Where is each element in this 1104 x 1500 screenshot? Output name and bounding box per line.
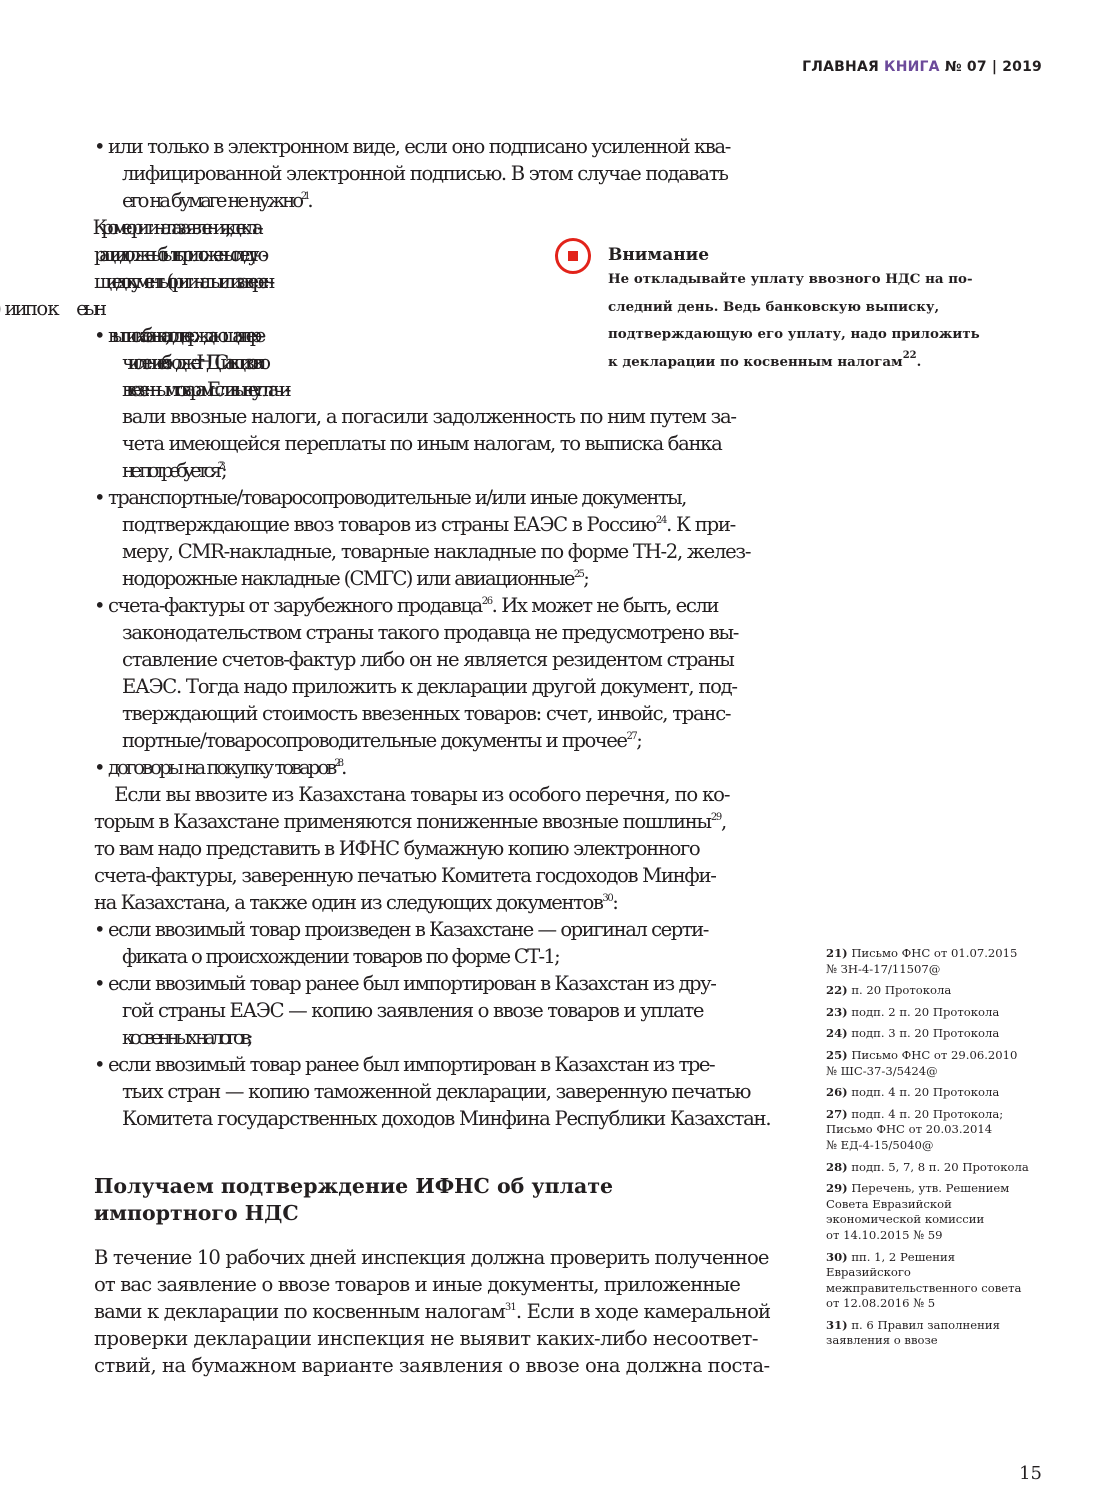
footnote-number: 30) — [826, 1249, 848, 1264]
text-line — [80, 592, 770, 619]
bullet-icon: • — [94, 135, 105, 158]
footnote — [826, 1160, 1066, 1176]
line-text-end: . — [307, 189, 311, 212]
footnote-text: Письмо ФНС от 29.06.2010 — [851, 1047, 1018, 1062]
text-line — [608, 266, 980, 294]
line-text: торым в Казахстане применяются пониженные ввозные пошлины — [94, 810, 711, 833]
footnote — [826, 1048, 1066, 1079]
text-line — [94, 727, 770, 754]
text-line — [94, 1298, 770, 1325]
footnote-text: заявления о ввозе — [826, 1333, 938, 1348]
footnote-text: подп. 4 п. 20 Протокола — [851, 1085, 1000, 1100]
footnote-line — [826, 1026, 1066, 1042]
footnote-text: пп. 1, 2 Решения — [851, 1249, 956, 1264]
line-text-end: . Их может не быть, если — [491, 594, 719, 617]
text-line — [80, 133, 770, 160]
line-text: ввезенным товарам. Если вы не уплачи- — [122, 378, 285, 401]
footnote-line — [826, 1318, 1066, 1334]
line-text: фиката о происхождении товаров по форме СТ-1; — [122, 945, 560, 968]
footnote-line — [826, 1064, 1066, 1080]
line-text: подтверждающую его уплату, надо приложить — [608, 326, 980, 342]
header-title: ГЛАВНАЯ — [802, 59, 879, 75]
footnote-ref: 22 — [902, 349, 917, 361]
bullet-icon: • — [94, 324, 99, 347]
text-line — [94, 160, 770, 187]
line-text: или только в электронном виде, если оно подписано усиленной ква- — [108, 135, 730, 158]
text-line — [94, 862, 770, 889]
footnotes — [826, 946, 1066, 1355]
section-heading-line: Получаем подтверждение ИФНС об уплате — [94, 1174, 614, 1198]
line-text: щие документы (оригиналы или заверен- — [94, 270, 269, 293]
section-heading — [94, 1173, 613, 1227]
footnote-number: 23) — [826, 1004, 848, 1019]
line-text: то вам надо представить в ИФНС бумажную копию электронного — [94, 837, 700, 860]
line-text-end: ; — [636, 729, 642, 752]
footnote — [826, 1181, 1066, 1243]
text-line — [94, 1271, 770, 1298]
magazine-header — [802, 59, 1042, 75]
footnote-text: Перечень, утв. Решением — [851, 1181, 1010, 1196]
footnote-text: от 14.10.2015 № 59 — [826, 1227, 943, 1242]
line-text-end: ; — [583, 567, 589, 590]
line-text: Если вы ввозите из Казахстана товары из особого перечня, по ко- — [94, 783, 730, 806]
line-text: вали ввозные налоги, а погасили задолженность по ним путем за- — [122, 405, 736, 428]
footnote-text: экономической комиссии — [826, 1212, 985, 1227]
line-text: проверки декларации инспекция не выявит каких-либо несоответ- — [94, 1327, 758, 1350]
line-text: рации должны быть приложены следую- — [94, 243, 262, 266]
footnote — [826, 1005, 1066, 1021]
text-line — [80, 970, 770, 997]
text-line — [94, 646, 770, 673]
footnote-line — [826, 1197, 1066, 1213]
line-text: его на бумаге не нужно — [122, 189, 301, 212]
footnote-number: 28) — [826, 1159, 848, 1174]
line-text-end: . — [916, 353, 922, 370]
text-line — [94, 997, 770, 1024]
line-text: ставление счетов-фактур либо он не является резидентом страны — [122, 648, 734, 671]
line-text-end: . К при- — [666, 513, 735, 536]
footnote-text: подп. 2 п. 20 Протокола — [851, 1004, 1000, 1019]
footnote-ref: 27 — [626, 731, 637, 742]
footnote-text: п. 6 Правил заполнения — [851, 1317, 1000, 1332]
line-text: если ввозимый товар ранее был импортирован в Казахстан из дру- — [108, 972, 716, 995]
line-text: В течение 10 рабочих дней инспекция должна проверить полученное — [94, 1246, 769, 1269]
line-text: подтверждающие ввоз товаров из страны ЕАЭС в Россию — [122, 513, 656, 536]
footnote-text: подп. 5, 7, 8 п. 20 Протокола — [851, 1159, 1029, 1174]
header-title-accent: КНИГА — [884, 59, 940, 75]
line-text: счета-фактуры, заверенную печатью Комитета госдоходов Минфи- — [94, 864, 716, 887]
text-line — [94, 943, 770, 970]
text-line — [94, 511, 770, 538]
line-text: ствий, на бумажном варианте заявления о ввозе она должна поста- — [94, 1354, 770, 1377]
footnote-ref: 30 — [602, 893, 613, 904]
footnote-line — [826, 1005, 1066, 1021]
footnote-line — [826, 946, 1066, 962]
footnote-text: № ЕД-4-15/5040@ — [826, 1137, 934, 1152]
footnote-ref: 21 — [300, 191, 308, 202]
footnote-ref: 25 — [573, 569, 584, 580]
footnote-text: от 12.08.2016 № 5 — [826, 1296, 936, 1311]
text-line — [94, 619, 770, 646]
footnote-text: Совета Евразийской — [826, 1196, 952, 1211]
text-line — [94, 403, 770, 430]
line-text: Комитета государственных доходов Минфина Республики Казахстан. — [122, 1107, 771, 1130]
bullet-icon: • — [94, 594, 105, 617]
footnote-line — [826, 1107, 1066, 1123]
footnote-number: 21) — [826, 946, 848, 960]
footnote-ref: 28 — [334, 758, 342, 769]
header-issue: № 07 | 2019 — [944, 59, 1042, 75]
text-line — [94, 1325, 770, 1352]
text-line — [94, 1105, 770, 1132]
text-line — [608, 321, 980, 349]
text-line — [94, 565, 770, 592]
footnote-line — [826, 1160, 1066, 1176]
footnote-text: подп. 4 п. 20 Протокола; — [851, 1106, 1004, 1121]
line-text: лифицированной электронной подписью. В этом случае подавать — [122, 162, 728, 185]
line-text: транспортные/товаросопроводительные и/или иные документы, — [108, 486, 686, 509]
text-line — [608, 294, 980, 322]
line-text: Кроме оригинала заявления, к декла- — [94, 216, 258, 239]
footnote-text: подп. 3 п. 20 Протокола — [851, 1026, 1000, 1041]
footnote-number: 29) — [826, 1181, 848, 1196]
text-line — [94, 1244, 770, 1271]
attention-title: Внимание — [608, 245, 710, 265]
bullet-icon: • — [94, 756, 103, 779]
footnote-text: № ШС-37-3/5424@ — [826, 1063, 938, 1078]
footnote-line — [826, 1333, 1066, 1349]
text-line — [94, 700, 770, 727]
footnote-text: межправительственного совета — [826, 1280, 1022, 1295]
footnote-number: 22) — [826, 983, 848, 998]
line-text: тверждающий стоимость ввезенных товаров: счет, инвойс, транс- — [122, 702, 731, 725]
line-text: косвенных налогов; — [122, 1026, 250, 1049]
line-text-end: , — [720, 810, 726, 833]
text-line — [94, 214, 770, 241]
footnote-ref: 31 — [504, 1302, 516, 1313]
line-text: ЕАЭС. Тогда надо приложить к декларации другой документ, под- — [122, 675, 737, 698]
text-line — [94, 1024, 770, 1051]
footnote — [826, 1318, 1066, 1349]
line-text: счета-фактуры от зарубежного продавца — [108, 594, 482, 617]
footnote — [826, 1026, 1066, 1042]
line-text-end: . — [341, 756, 345, 779]
bullet-icon: • — [94, 918, 105, 941]
page-number: 15 — [1019, 1463, 1042, 1484]
footnote-text: п. 20 Протокола — [851, 983, 952, 998]
text-line — [80, 1051, 770, 1078]
footnote-number: 26) — [826, 1085, 848, 1100]
footnote-line — [826, 1228, 1066, 1244]
text-line — [94, 1078, 770, 1105]
footnote-line — [826, 1138, 1066, 1154]
text-line — [80, 484, 770, 511]
footnote-line — [826, 1048, 1066, 1064]
line-text: меру, CMR-накладные, товарные накладные по форме ТН-2, желез- — [122, 540, 751, 563]
text-line — [94, 781, 770, 808]
footnote-line — [826, 1122, 1066, 1138]
section-heading-line: импортного НДС — [94, 1201, 299, 1225]
section-body — [94, 1244, 770, 1379]
footnote-ref: 23 — [217, 461, 222, 472]
footnote-line — [826, 1281, 1066, 1297]
footnote-number: 25) — [826, 1047, 848, 1062]
footnote-number: 31) — [826, 1317, 848, 1332]
line-text: чета имеющейся переплаты по иным налогам, то выписка банка — [122, 432, 722, 455]
line-text: числение в бюджет НДС и акцизов по — [122, 351, 264, 374]
footnote — [826, 1107, 1066, 1154]
line-text: выписка банка, подтверждающая пере- — [108, 324, 258, 347]
line-text: от вас заявление о ввозе товаров и иные документы, приложенные — [94, 1273, 740, 1296]
bullet-icon: • — [94, 972, 105, 995]
footnote-ref: 29 — [710, 812, 721, 823]
footnote-number: 27) — [826, 1106, 848, 1121]
text-line — [80, 754, 770, 781]
footnote-text: № ЗН-4-17/11507@ — [826, 961, 941, 976]
footnote-ref: 26 — [481, 596, 492, 607]
text-line — [94, 538, 770, 565]
footnote-line — [826, 962, 1066, 978]
line-text: не потребуется — [122, 459, 218, 482]
line-text-end: ; — [221, 459, 224, 482]
text-line — [94, 376, 770, 403]
bullet-icon: • — [94, 1053, 105, 1076]
text-line — [608, 349, 980, 377]
line-text: Не откладывайте уплату ввозного НДС на по- — [608, 271, 973, 287]
line-text: портные/товаросопроводительные документы и прочее — [122, 729, 627, 752]
footnote-line — [826, 983, 1066, 999]
footnote-number: 24) — [826, 1026, 848, 1041]
text-line — [94, 1352, 770, 1379]
footnote — [826, 1250, 1066, 1312]
footnote-line — [826, 1212, 1066, 1228]
footnote-text: Евразийского — [826, 1265, 911, 1280]
text-line — [94, 673, 770, 700]
line-text: если ввозимый товар ранее был импортирован в Казахстан из тре- — [108, 1053, 715, 1076]
text-line — [94, 835, 770, 862]
footnote — [826, 983, 1066, 999]
line-text: нодорожные накладные (СМГС) или авиационные — [122, 567, 574, 590]
line-text: следний день. Ведь банковскую выписку, — [608, 298, 940, 315]
text-line — [94, 808, 770, 835]
footnote-text: Письмо ФНС от 20.03.2014 — [826, 1122, 993, 1137]
text-line — [94, 187, 770, 214]
line-text: на Казахстана, а также один из следующих документов — [94, 891, 603, 914]
footnote-line — [826, 1250, 1066, 1266]
bullet-icon: • — [94, 486, 104, 509]
line-text: законодательством страны такого продавца не предусмотрено вы- — [122, 621, 739, 644]
footnote-text: Письмо ФНС от 01.07.2015 — [851, 946, 1018, 960]
text-line — [94, 430, 770, 457]
text-line — [94, 457, 770, 484]
footnote-ref: 24 — [655, 515, 667, 526]
footnote-line — [826, 1181, 1066, 1197]
line-text: к декларации по косвенным налогам — [608, 353, 903, 370]
attention-callout — [608, 244, 980, 376]
line-text: если ввозимый товар произведен в Казахстане — оригинал серти- — [108, 918, 708, 941]
line-text: договоры на покупку товаров — [108, 756, 335, 779]
attention-icon — [555, 238, 591, 274]
line-text: гой страны ЕАЭС — копию заявления о ввозе товаров и уплате — [122, 999, 704, 1022]
footnote — [826, 1085, 1066, 1101]
footnote — [826, 946, 1066, 977]
line-text: тьих стран — копию таможенной декларации, заверенную печатью — [122, 1080, 751, 1103]
line-text-end: . Если в ходе камеральной — [515, 1300, 771, 1323]
text-line — [80, 916, 770, 943]
line-text: вами к декларации по косвенным налогам — [94, 1300, 505, 1323]
footnote-line — [826, 1265, 1066, 1281]
text-line — [94, 889, 770, 916]
line-text-end: : — [612, 891, 618, 914]
footnote-line — [826, 1085, 1066, 1101]
footnote-line — [826, 1296, 1066, 1312]
